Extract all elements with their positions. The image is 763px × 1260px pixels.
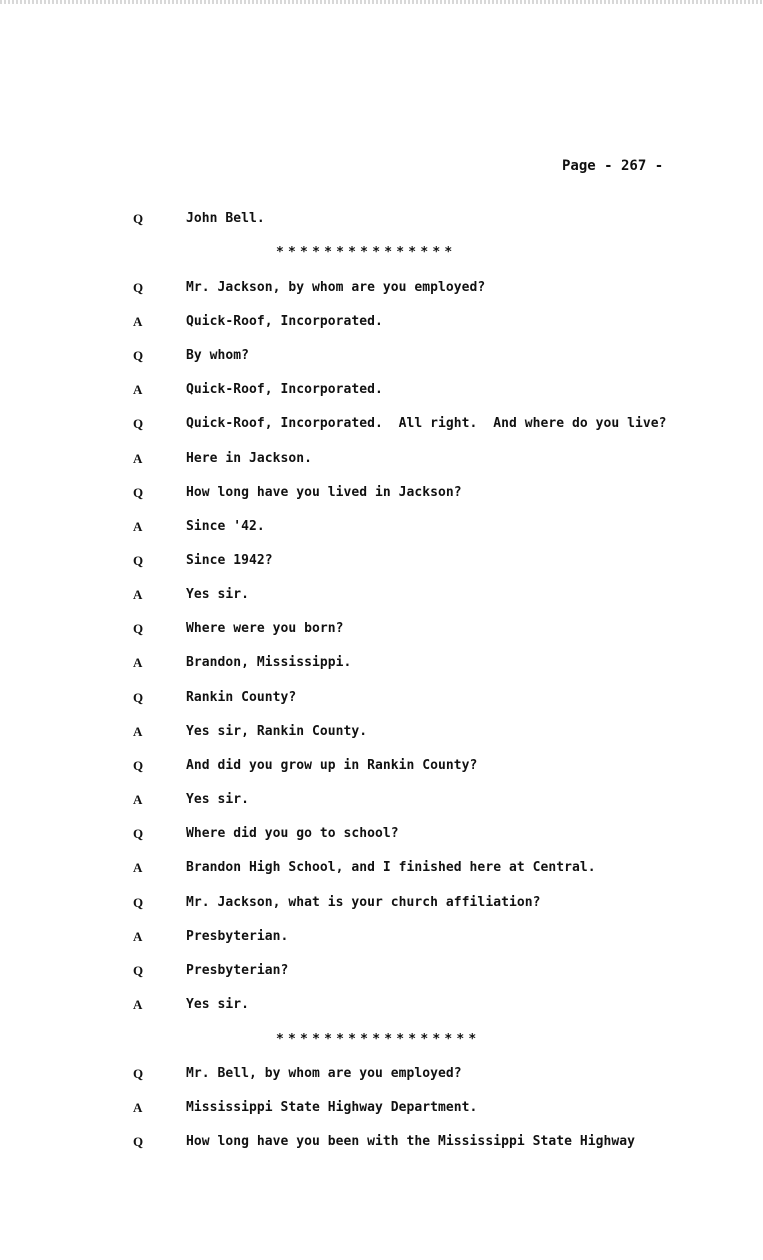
- line-text: How long have you lived in Jackson?: [186, 485, 462, 500]
- speaker-label: A: [133, 519, 143, 534]
- speaker-label: Q: [133, 1066, 144, 1081]
- transcript-line: [0, 929, 763, 949]
- line-text: Yes sir, Rankin County.: [186, 724, 368, 739]
- line-text: Quick-Roof, Incorporated.: [186, 314, 383, 329]
- transcript-line: [0, 963, 763, 983]
- line-text: By whom?: [186, 348, 250, 363]
- speaker-label: Q: [133, 211, 144, 226]
- speaker-label: A: [133, 314, 143, 329]
- transcript-line: [0, 553, 763, 573]
- transcript-line: [0, 348, 763, 368]
- transcript-line: [0, 1134, 763, 1154]
- speaker-label: A: [133, 997, 143, 1012]
- speaker-label: A: [133, 451, 143, 466]
- transcript-line: [0, 519, 763, 539]
- transcript-line: [0, 758, 763, 778]
- speaker-label: Q: [133, 416, 144, 431]
- speaker-label: Q: [133, 621, 144, 636]
- speaker-label: Q: [133, 348, 144, 363]
- speaker-label: Q: [133, 553, 144, 568]
- speaker-label: Q: [133, 758, 144, 773]
- line-text: Yes sir.: [186, 997, 250, 1012]
- line-text: How long have you been with the Mississippi State Highway: [186, 1134, 635, 1149]
- line-text: Yes sir.: [186, 792, 250, 807]
- line-text: Since 1942?: [186, 553, 273, 568]
- line-text: Where did you go to school?: [186, 826, 399, 841]
- speaker-label: A: [133, 587, 143, 602]
- line-text: Presbyterian?: [186, 963, 289, 978]
- speaker-label: Q: [133, 1134, 144, 1149]
- transcript-line: [0, 314, 763, 334]
- asterisk-separator: ***************: [276, 245, 457, 260]
- speaker-label: A: [133, 792, 143, 807]
- transcript-line: [0, 416, 763, 436]
- transcript-line: [0, 451, 763, 471]
- line-text: Since '42.: [186, 519, 265, 534]
- line-text: Mr. Jackson, by whom are you employed?: [186, 280, 486, 295]
- line-text: John Bell.: [186, 211, 265, 226]
- speaker-label: Q: [133, 895, 144, 910]
- transcript-line: [0, 690, 763, 710]
- transcript-line: [0, 1066, 763, 1086]
- transcript-line: [0, 724, 763, 744]
- transcript-line: [0, 280, 763, 300]
- line-text: Quick-Roof, Incorporated.: [186, 382, 383, 397]
- line-text: Where were you born?: [186, 621, 344, 636]
- speaker-label: A: [133, 1100, 143, 1115]
- speaker-label: A: [133, 860, 143, 875]
- line-text: Mississippi State Highway Department.: [186, 1100, 478, 1115]
- line-text: Presbyterian.: [186, 929, 289, 944]
- transcript-line: [0, 826, 763, 846]
- speaker-label: A: [133, 929, 143, 944]
- speaker-label: Q: [133, 963, 144, 978]
- transcript-line: [0, 997, 763, 1017]
- asterisk-separator: *****************: [276, 1032, 481, 1047]
- transcript-line: [0, 655, 763, 675]
- line-text: Brandon High School, and I finished here at Central.: [186, 860, 596, 875]
- line-text: Here in Jackson.: [186, 451, 313, 466]
- speaker-label: Q: [133, 280, 144, 295]
- speaker-label: Q: [133, 690, 144, 705]
- speaker-label: Q: [133, 826, 144, 841]
- line-text: Rankin County?: [186, 690, 297, 705]
- line-text: Mr. Bell, by whom are you employed?: [186, 1066, 462, 1081]
- page-number: Page - 267 -: [562, 158, 664, 174]
- transcript-line: [0, 1100, 763, 1120]
- section-separator: [0, 1032, 763, 1052]
- line-text: And did you grow up in Rankin County?: [186, 758, 478, 773]
- section-separator: [0, 245, 763, 265]
- line-text: Yes sir.: [186, 587, 250, 602]
- transcript-line: [0, 485, 763, 505]
- transcript-line: [0, 621, 763, 641]
- transcript-line: [0, 211, 763, 231]
- transcript-line: [0, 792, 763, 812]
- speaker-label: A: [133, 655, 143, 670]
- speaker-label: A: [133, 382, 143, 397]
- transcript-line: [0, 382, 763, 402]
- speaker-label: Q: [133, 485, 144, 500]
- line-text: Mr. Jackson, what is your church affiliation?: [186, 895, 541, 910]
- transcript-line: [0, 587, 763, 607]
- speaker-label: A: [133, 724, 143, 739]
- line-text: Brandon, Mississippi.: [186, 655, 352, 670]
- transcript-line: [0, 895, 763, 915]
- line-text: Quick-Roof, Incorporated. All right. And where do you live?: [186, 416, 667, 431]
- transcript-line: [0, 860, 763, 880]
